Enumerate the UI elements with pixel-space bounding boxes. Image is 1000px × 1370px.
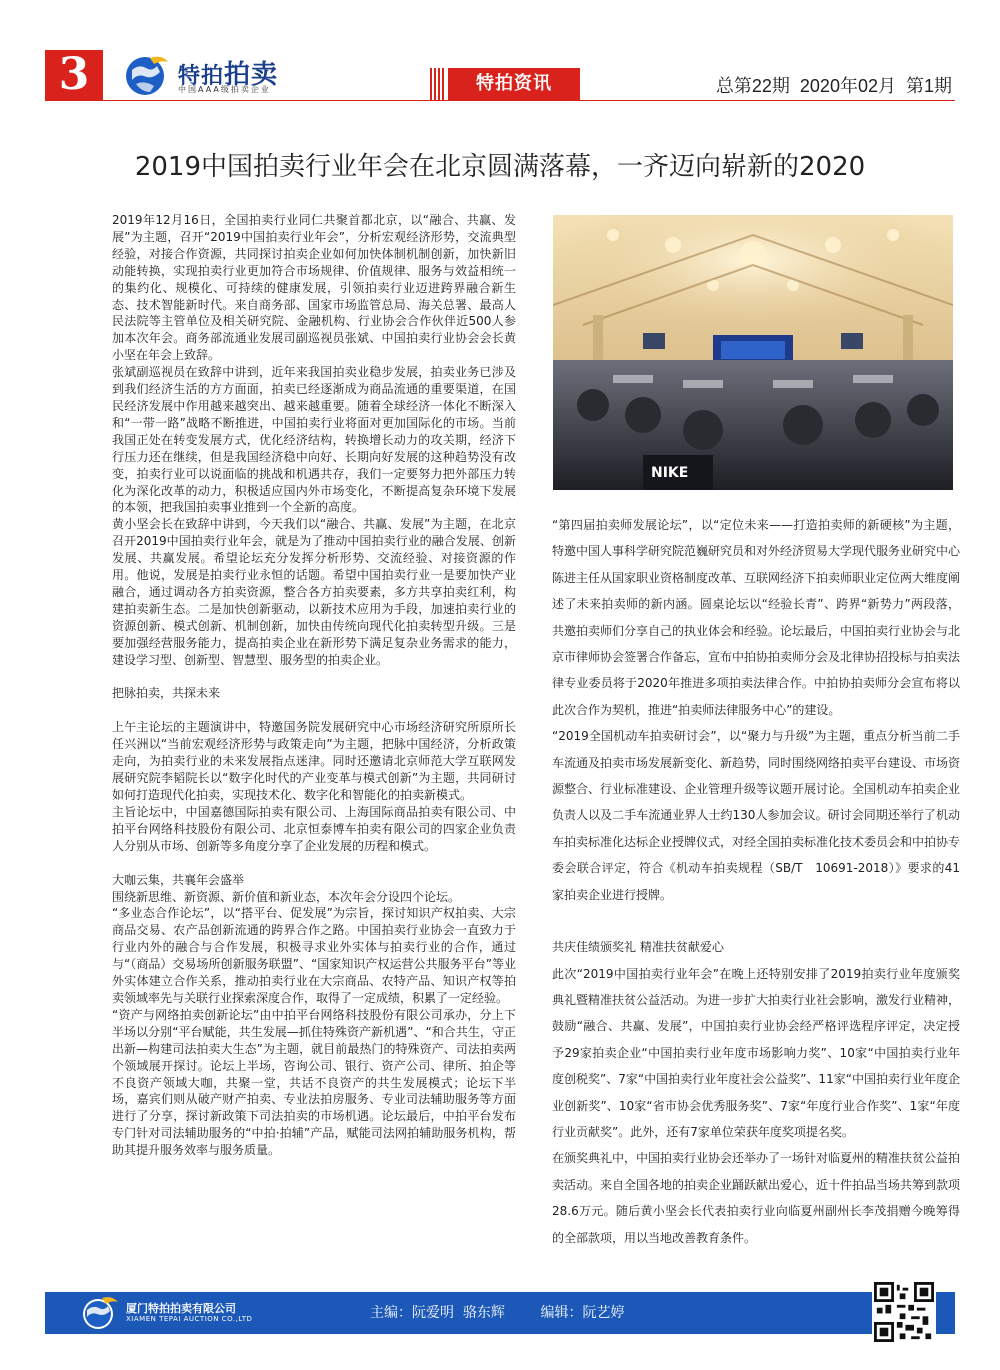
paragraph: 2019年12月16日，全国拍卖行业同仁共聚首都北京，以“融合、共赢、发展”为主题，召开“2019中国拍卖行业年会”，分析宏观经济形势，交流典型经验，对接合作资源，共同探讨拍卖企业如何加快体制机制创新，加快新旧动能转换，实现拍卖行业更加符合市场规律、价值规律、服务与效益相统一的集约化、规模化、可持续的健康发展，引领拍卖行业迈进跨界融合新生态、技术智能新时代。来自商务部、国家市场监管总局、海关总署、最高人民法院等主管单位及相关研究院、金融机构、行业协会合作伙伴近500人参加本次年会。商务部流通业发展司副巡视员张斌、中国拍卖行业协会会长黄小坚在年会上致辞。 (112, 213, 516, 363)
svg-text:NIKE: NIKE (651, 465, 689, 481)
paragraph: 此次“2019中国拍卖行业年会”在晚上还特别安排了2019拍卖行业年度颁奖典礼暨精准扶贫公益活动。为进一步扩大拍卖行业社会影响，激发行业精神，鼓励“融合、共赢、发展”，中国拍卖行业协会经严格评选程序评定，决定授予29家拍卖企业“中国拍卖行业年度市场影响力奖”、10家“中国拍卖行业年度创税奖”、7家“中国拍卖行业年度社会公益奖”、11家“中国拍卖行业年度企业创新奖”、10家“省市协会优秀服务奖”、7家“年度行业合作奖”、1家“年度行业贡献奖”。此外，还有7家单位荣获年度奖项提名奖。 (552, 966, 961, 1139)
section-heading: 把脉拍卖，共探未来 (112, 686, 221, 701)
paragraph: 在颁奖典礼中，中国拍卖行业协会还举办了一场针对临夏州的精准扶贫公益拍卖活动。来自全国各地的拍卖企业踊跃献出爱心，近十件拍品当场共筹到款项28.6万元。随后黄小坚会长代表拍卖行业向临夏州副州长李茂捐赠今晚筹得的全部款项，用以当地改善教育条件。 (552, 1151, 961, 1245)
logo-subtitle: 中国AAA级拍卖企业 (178, 85, 271, 94)
qr-code-icon (872, 1280, 936, 1344)
paragraph: “第四届拍卖师发展论坛”，以“定位未来——打造拍卖师的新硬核”为主题，特邀中国人事科学研究院范巍研究员和对外经济贸易大学现代服务业研究中心陈进主任从国家职业资格制度改革、互联网经济下拍卖师职业定位两大维度阐述了未来拍卖师的新内涵。圆桌论坛以“经验长青”、跨界“新势力”两段落，共邀拍卖师们分享自己的执业体会和经验。论坛最后，中国拍卖行业协会与北京市律师协会签署合作备忘，宣布中拍协拍卖师分会及北律协招投标与拍卖法律专业委员将于2020年推进多项拍卖法律合作。中拍协拍卖师分会宣布将以此次合作为契机，推进“拍卖师法律服务中心”的建设。 (552, 518, 961, 717)
section-heading: 共庆佳绩颁奖礼 精准扶贫献爱心 (552, 940, 724, 955)
footer-company-logo (78, 1294, 288, 1332)
page-number: 3 (45, 50, 103, 100)
conference-photo-image (553, 215, 953, 490)
article-title: 2019中国拍卖行业年会在北京圆满落幕，一齐迈向崭新的2020 (134, 152, 866, 182)
paragraph: 主旨论坛中，中国嘉德国际拍卖有限公司、上海国际商品拍卖有限公司、中拍平台网络科技股份有限公司、北京恒泰博车拍卖有限公司的四家企业负责人分别从市场、创新等多角度分享了企业发展的历程和模式。 (112, 804, 516, 853)
footer-company-cn: 厦门特拍拍卖有限公司 (126, 1302, 236, 1315)
paragraph: 围绕新思维、新资源、新价值和新业态，本次年会分设四个论坛。 (112, 889, 461, 904)
conference-photo (553, 215, 953, 490)
globe-logo-icon (124, 52, 170, 98)
paragraph: 张斌副巡视员在致辞中讲到，近年来我国拍卖业稳步发展，拍卖业务已涉及到我们经济生活的方方面面，拍卖已经逐渐成为商品流通的重要渠道，在国民经济发展中作用越来越突出、越来越重要。随着全球经济一体化不断深入和“一带一路”战略不断推进，中国拍卖行业将面对更加国际化的市场。当前我国正处在转变发展方式，优化经济结构，转换增长动力的攻关期，经济下行压力还在继续，但是我国经济稳中向好、长期向好发展的这种趋势没有改变，拍卖行业可以说面临的挑战和机遇共存，我们一定要努力把外部压力转化为深化改革的动力，积极适应国内外市场变化，不断提高复杂环境下发展的本领，把我国拍卖事业推到一个全新的高度。 (112, 365, 516, 515)
footer-editors: 主编：阮爱明 骆东辉 编辑：阮艺婷 (370, 1305, 625, 1321)
decorative-stripes (430, 68, 446, 100)
paragraph: “2019全国机动车拍卖研讨会”，以“聚力与升级”为主题，重点分析当前二手车流通及拍卖市场发展新变化、新趋势，同时围绕网络拍卖平台建设、市场资源整合、行业标准建设、企业管理升级等议题开展讨论。全国机动车拍卖企业负责人以及二手车流通业界人士约130人参加会议。研讨会同期还举行了机动车拍卖标准化达标企业授牌仪式，对经全国拍卖标准化技术委员会和中拍协专委会联合评定，符合《机动车拍卖规程（SB/T 10691-2018）》要求的41家拍卖企业进行授牌。 (552, 729, 961, 902)
logo-name: 特拍拍卖 (178, 60, 279, 90)
article-right-column (552, 512, 960, 1251)
issue-info: 总第22期 2020年02月 第1期 (715, 76, 952, 96)
section-tag (430, 68, 590, 100)
section-heading: 大咖云集，共襄年会盛举 (112, 872, 245, 887)
section-label: 特拍资讯 (448, 68, 580, 100)
qr-code-image (874, 1282, 934, 1342)
article-left-column (112, 212, 516, 1159)
paragraph: 黄小坚会长在致辞中讲到，今天我们以“融合、共赢、发展”为主题，在北京召开2019中国拍卖行业年会，就是为了推动中国拍卖行业的融合发展、创新发展、共赢发展。希望论坛充分发挥分析形势、交流经验、对接资源的作用。他说，发展是拍卖行业永恒的话题。希望中国拍卖行业一是要加快产业融合，通过调动各方拍卖资源，整合各方拍卖要素，多方共享拍卖红利，构建拍卖新生态。二是加快创新驱动，以新技术应用为手段，加速拍卖行业的资源创新、模式创新、机制创新，加快由传统向现代化拍卖转型升级。三是要加强经营服务能力，提高拍卖企业在新形势下满足复杂业务需求的能力，建设学习型、创新型、智慧型、服务型的拍卖企业。 (112, 517, 516, 667)
paragraph: “资产与网络拍卖创新论坛”由中拍平台网络科技股份有限公司承办，分上下半场以分别“平台赋能，共生发展—抓住特殊资产新机遇”、“和合共生，守正出新—构建司法拍卖大生态”为主题，就目前最热门的特殊资产、司法拍卖两个领域展开探讨。论坛上半场，咨询公司、银行、资产公司、律所、拍企等不良资产领域大咖，共聚一堂，共话不良资产的共生发展模式；论坛下半场，嘉宾们则从破产财产拍卖、专业法拍房服务、专业司法辅助服务等方面进行了分享，探讨新政策下司法拍卖的市场机遇。论坛最后，中拍平台发布专门针对司法辅助服务的“中拍·拍辅”产品，赋能司法网拍辅助服务机构，帮助其提升服务效率与服务质量。 (112, 1007, 516, 1158)
globe-logo-icon (80, 1294, 120, 1332)
footer-company-en: XIAMEN TEPAI AUCTION CO.,LTD (126, 1315, 253, 1323)
paragraph: 上午主论坛的主题演讲中，特邀国务院发展研究中心市场经济研究所原所长任兴洲以“当前宏观经济形势与政策走向”为主题，把脉中国经济，分析政策走向，为拍卖行业的未来发展指点迷津。同时还邀请北京师范大学互联网发展研究院李韬院长以“数字化时代的产业变革与模式创新”为主题，共同研讨如何打造现代化拍卖，实现技术化、数字化和智能化的拍卖新模式。 (112, 720, 516, 802)
brand-logo (118, 50, 338, 100)
paragraph: “多业态合作论坛”，以“搭平台、促发展”为宗旨，探讨知识产权拍卖、大宗商品交易、农产品创新流通的跨界合作之路。中国拍卖行业协会一直致力于行业内外的融合与合作发展，积极寻求业外实体与拍卖行业的合作，通过与“（商品）交易场所创新服务联盟”、“国家知识产权运营公共服务平台”等业外实体建立合作关系，推动拍卖行业在大宗商品、农特产品、知识产权等拍卖领域率先与关联行业探索深度合作，取得了一定成绩，积累了一定经验。 (112, 906, 516, 1005)
header-divider (45, 100, 955, 101)
